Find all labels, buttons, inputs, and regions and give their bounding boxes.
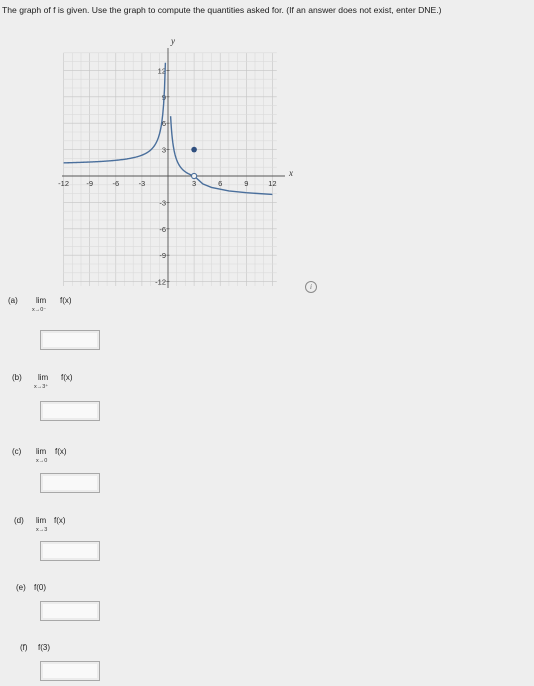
answer-box-e[interactable]: [40, 601, 100, 621]
x-tick-label: -6: [112, 179, 120, 188]
curve-left-branch: [64, 63, 166, 163]
x-tick-label: 3: [192, 179, 197, 188]
question-b-lim: lim: [38, 373, 49, 382]
question-f-letter: (f): [20, 643, 28, 652]
question-a-approach: x→0⁻: [32, 307, 47, 313]
answer-box-c[interactable]: [40, 473, 100, 493]
question-a-lim: lim: [36, 296, 47, 305]
question-a-letter: (a): [8, 296, 18, 305]
question-b-expr: f(x): [61, 373, 73, 382]
x-tick-label: 9: [244, 179, 249, 188]
x-tick-label: 6: [218, 179, 223, 188]
question-e: [16, 583, 136, 599]
question-c-approach: x→0: [36, 458, 48, 464]
y-tick-label: 12: [157, 66, 166, 76]
question-c-letter: (c): [12, 447, 22, 456]
question-f-expr: f(3): [38, 643, 50, 652]
x-tick-label: 12: [268, 179, 277, 188]
x-tick-label: -3: [138, 179, 146, 188]
axis-ticks: [58, 66, 276, 286]
y-axis-label: y: [171, 36, 175, 46]
graph-grid: [64, 53, 277, 286]
y-tick-label: -3: [159, 198, 166, 208]
question-d-letter: (d): [14, 516, 24, 525]
filled-point: [191, 147, 197, 153]
y-tick-label: 6: [161, 119, 166, 129]
question-b-letter: (b): [12, 373, 22, 382]
y-tick-label: -12: [155, 277, 166, 287]
instructions-text: The graph of f is given. Use the graph to compute the quantities asked for. (If an answer does not exist, enter DNE.): [2, 5, 442, 15]
question-e-letter: (e): [16, 583, 26, 592]
question-a-expr: f(x): [60, 296, 72, 305]
x-axis-label: x: [289, 168, 293, 178]
x-tick-label: -9: [86, 179, 94, 188]
question-b-approach: x→3⁺: [34, 384, 49, 390]
answer-box-a[interactable]: [40, 330, 100, 350]
answer-box-f[interactable]: [40, 661, 100, 681]
answer-box-d[interactable]: [40, 541, 100, 561]
x-tick-label: -12: [58, 179, 70, 188]
y-tick-label: -6: [159, 224, 166, 234]
question-e-expr: f(0): [34, 583, 46, 592]
question-d-approach: x→3: [36, 527, 48, 533]
answer-box-b[interactable]: [40, 401, 100, 421]
question-d-lim: lim: [36, 516, 47, 525]
question-f: [20, 643, 140, 659]
open-point: [192, 173, 197, 178]
question-d-expr: f(x): [54, 516, 66, 525]
y-tick-label: -9: [159, 251, 166, 261]
question-c-expr: f(x): [55, 447, 67, 456]
function-graph: [50, 34, 300, 296]
y-tick-label: 9: [161, 92, 166, 102]
info-icon[interactable]: i: [305, 281, 317, 293]
y-tick-label: 3: [161, 145, 166, 155]
graph-svg: [50, 34, 300, 296]
question-c-lim: lim: [36, 447, 47, 456]
